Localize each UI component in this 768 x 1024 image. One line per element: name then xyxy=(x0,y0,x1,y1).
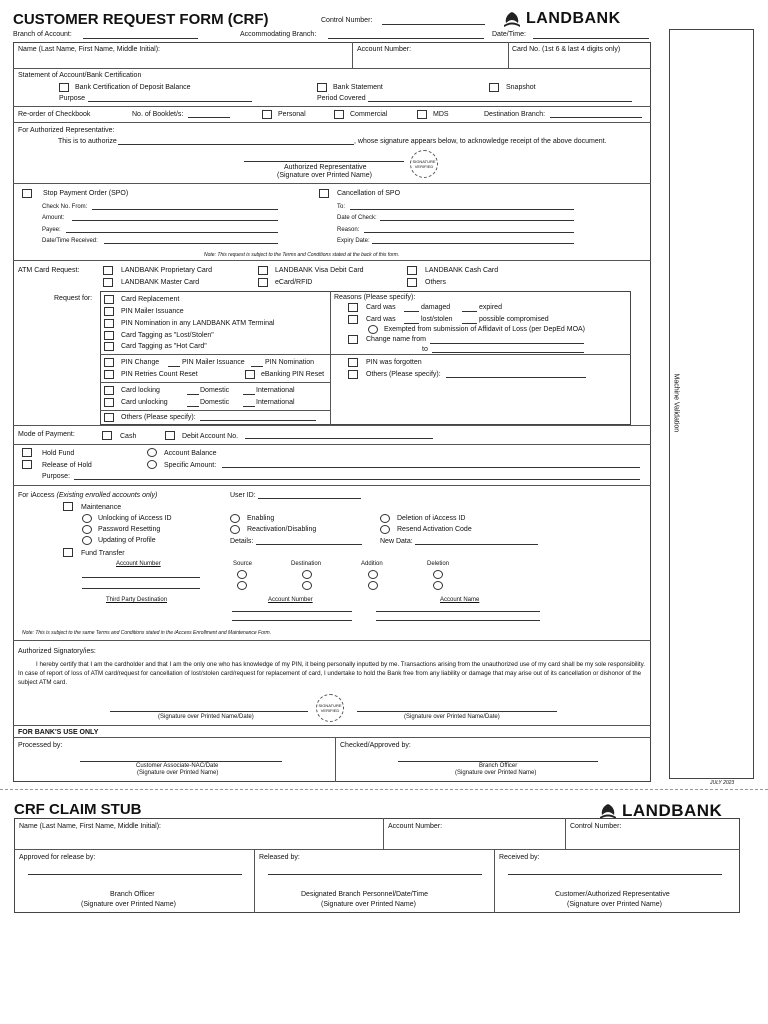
stub-bo-sig-caption: (Signature over Printed Name) xyxy=(81,901,176,908)
csa-sig-caption: (Signature over Printed Name) xyxy=(137,770,219,776)
date-time-label: Date/Time: xyxy=(492,31,526,38)
bo-sig-caption: (Signature over Printed Name) xyxy=(455,770,537,776)
payee-field[interactable] xyxy=(66,232,278,233)
booklets-label: No. of Booklet/s: xyxy=(132,111,184,118)
cert-deposit-checkbox[interactable] xyxy=(59,83,69,92)
stub-name-label: Name (Last Name, First Name, Middle Initial): xyxy=(19,823,161,830)
cancel-spo-checkbox[interactable] xyxy=(319,189,329,198)
divider xyxy=(13,640,651,641)
divider xyxy=(335,737,336,782)
spo-note: Note: This request is subject to the Terms and Conditions stated at the back of this form. xyxy=(204,252,400,258)
specific-amount-label: Specific Amount: xyxy=(164,462,217,469)
user-id-field[interactable] xyxy=(258,498,361,499)
locking-international-blank[interactable] xyxy=(243,394,255,395)
date-time-field[interactable] xyxy=(533,38,649,39)
visa-debit-checkbox[interactable] xyxy=(258,266,268,275)
ft-source-radio-2[interactable] xyxy=(237,581,247,590)
stub-account-number-label: Account Number: xyxy=(388,823,443,830)
change-name-checkbox[interactable] xyxy=(348,335,358,344)
pin-nomination-label: PIN Nomination in any LANDBANK ATM Terminal xyxy=(121,320,275,327)
spo-to-field[interactable] xyxy=(350,209,574,210)
stub-landbank-wordmark: LANDBANK xyxy=(622,801,723,820)
stub-title: CRF CLAIM STUB xyxy=(14,801,142,818)
pin-change-checkbox[interactable] xyxy=(104,358,114,367)
enabling-radio[interactable] xyxy=(230,514,240,523)
locking-domestic-label: Domestic xyxy=(200,387,230,394)
master-card-label: LANDBANK Master Card xyxy=(121,279,200,286)
branch-of-account-field[interactable] xyxy=(83,38,198,39)
change-name-label: Change name from xyxy=(366,336,426,343)
pin-nomination2-blank[interactable] xyxy=(251,366,263,367)
damaged-blank[interactable] xyxy=(404,311,419,312)
divider xyxy=(330,291,331,425)
ft-addition-header: Addition xyxy=(361,561,383,567)
ft-addition-radio-2[interactable] xyxy=(368,581,378,590)
snapshot-label: Snapshot xyxy=(506,84,536,91)
exempted-label: Exempted from submission of Affidavit of Loss (per DepEd MOA) xyxy=(384,326,586,333)
ft-destination-header: Destination xyxy=(291,561,322,567)
ft-source-radio-1[interactable] xyxy=(237,570,247,579)
resend-radio[interactable] xyxy=(380,525,390,534)
control-number-field[interactable] xyxy=(382,24,485,25)
compromised-blank[interactable] xyxy=(462,323,477,324)
deletion-label: Deletion of iAccess ID xyxy=(397,515,466,522)
pin-nomination-checkbox[interactable] xyxy=(104,319,114,328)
card-locking-label: Card locking xyxy=(121,387,160,394)
signatory-caption-1: (Signature over Printed Name/Date) xyxy=(158,714,254,720)
account-balance-label: Account Balance xyxy=(164,450,217,457)
amount-label: Amount: xyxy=(42,215,65,221)
pin-retries-label: PIN Retries Count Reset xyxy=(121,371,198,378)
card-was-damaged-checkbox[interactable] xyxy=(348,303,358,312)
divider xyxy=(352,42,353,68)
divider xyxy=(100,410,330,411)
expiry-label: Expiry Date: xyxy=(337,238,370,244)
fund-transfer-label: Fund Transfer xyxy=(81,550,125,557)
authorized-rep-heading: For Authorized Representative: xyxy=(18,127,115,134)
pin-forgotten-label: PIN was forgotten xyxy=(366,359,422,366)
purpose-field[interactable] xyxy=(88,101,252,102)
replacement-label: Card Replacement xyxy=(121,296,180,303)
divider xyxy=(13,425,651,426)
accommodating-branch-field[interactable] xyxy=(328,38,484,39)
csa-caption: Customer Associate-NAC/Date xyxy=(136,763,219,769)
request-others-field[interactable] xyxy=(200,420,316,421)
ecard-checkbox[interactable] xyxy=(258,278,268,287)
ft-source-header: Source xyxy=(233,561,253,567)
tag-hot-checkbox[interactable] xyxy=(104,342,114,351)
ft-deletion-radio-1[interactable] xyxy=(433,570,443,579)
change-name-to-field[interactable] xyxy=(432,352,584,353)
reason-others-field[interactable] xyxy=(446,377,586,378)
released-signature[interactable] xyxy=(268,874,482,875)
card-was-label-2: Card was xyxy=(366,316,396,323)
date-received-field[interactable] xyxy=(104,243,278,244)
tag-lost-label: Card Tagging as "Lost/Stolen" xyxy=(121,332,214,339)
card-no-label: Card No. (1st 6 & last 4 digits only) xyxy=(512,46,621,53)
spo-to-label: To: xyxy=(337,204,346,210)
stop-payment-checkbox[interactable] xyxy=(22,189,32,198)
pin-forgotten-checkbox[interactable] xyxy=(348,358,358,367)
personal-checkbox[interactable] xyxy=(262,110,272,119)
bank-use-heading: FOR BANK'S USE ONLY xyxy=(18,729,99,736)
period-covered-field[interactable] xyxy=(368,101,632,102)
ft-addition-radio-1[interactable] xyxy=(368,570,378,579)
damaged-label: damaged xyxy=(421,304,451,311)
tag-lost-checkbox[interactable] xyxy=(104,331,114,340)
stub-car-sig-caption: (Signature over Printed Name) xyxy=(567,901,662,908)
cash-label: Cash xyxy=(120,433,137,440)
landbank-leaf-icon xyxy=(502,11,522,28)
check-no-label: Check No. From: xyxy=(42,204,88,210)
reason-label: Reason: xyxy=(337,227,360,233)
tp-account-number-header: Account Number xyxy=(268,597,313,603)
cut-line xyxy=(0,789,768,790)
unlocking-domestic-blank[interactable] xyxy=(187,406,199,407)
unlocking-radio[interactable] xyxy=(82,514,92,523)
user-id-label: User ID: xyxy=(230,492,256,499)
hold-purpose-field[interactable] xyxy=(74,479,640,480)
check-no-field[interactable] xyxy=(92,209,278,210)
fund-transfer-checkbox[interactable] xyxy=(63,548,73,557)
request-for-label: Request for: xyxy=(54,295,93,302)
cert-deposit-label: Bank Certification of Deposit Balance xyxy=(75,84,191,91)
ebanking-label: eBanking PIN Reset xyxy=(261,371,325,378)
amount-field[interactable] xyxy=(72,220,278,221)
received-signature[interactable] xyxy=(508,874,722,875)
pin-mailer2-blank[interactable] xyxy=(168,366,180,367)
replacement-checkbox[interactable] xyxy=(104,295,114,304)
pin-change-label: PIN Change xyxy=(121,359,160,366)
stub-car-caption: Customer/Authorized Representative xyxy=(555,891,670,898)
commercial-checkbox[interactable] xyxy=(334,110,344,119)
ft-deletion-header: Deletion xyxy=(427,561,450,567)
third-party-header: Third Party Destination xyxy=(106,597,168,603)
tag-hot-label: Card Tagging as "Hot Card" xyxy=(121,343,207,350)
tp-account-field-2[interactable] xyxy=(232,620,352,621)
landbank-logo xyxy=(502,10,621,28)
reason-field[interactable] xyxy=(364,232,574,233)
locking-domestic-blank[interactable] xyxy=(187,394,199,395)
pin-mailer-label: PIN Mailer Issuance xyxy=(121,308,184,315)
hold-purpose-label: Purpose: xyxy=(42,473,71,480)
card-unlocking-label: Card unlocking xyxy=(121,399,168,406)
tp-name-field-2[interactable] xyxy=(376,620,540,621)
bo-caption: Branch Officer xyxy=(479,763,518,769)
card-was-label: Card was xyxy=(366,304,396,311)
hold-fund-checkbox[interactable] xyxy=(22,448,32,457)
divider xyxy=(383,818,384,849)
hold-fund-label: Hold Fund xyxy=(42,450,75,457)
divider xyxy=(100,354,631,355)
compromised-label: possible compromised xyxy=(479,316,549,323)
signatory-signature-field-1[interactable] xyxy=(110,711,308,712)
atm-others-checkbox[interactable] xyxy=(407,278,417,287)
cancel-spo-label: Cancellation of SPO xyxy=(337,190,401,197)
date-of-check-field[interactable] xyxy=(380,220,574,221)
new-data-label: New Data: xyxy=(380,538,413,545)
name-label: Name (Last Name, First Name, Middle Initial): xyxy=(18,46,160,53)
bank-statement-checkbox[interactable] xyxy=(317,83,327,92)
iaccess-heading-text: For iAccess xyxy=(18,492,55,499)
released-label: Released by: xyxy=(259,854,300,861)
mds-label: MDS xyxy=(433,111,449,118)
divider xyxy=(13,444,651,445)
approved-label: Approved for release by: xyxy=(19,854,96,861)
signature-verified-stamp-2: SIGNATURE VERIFIED xyxy=(316,694,344,722)
pin-retries-checkbox[interactable] xyxy=(104,370,114,379)
debit-checkbox[interactable] xyxy=(165,431,175,440)
cash-card-label: LANDBANK Cash Card xyxy=(425,267,499,274)
certification-text: I hereby certify that I am the cardholder and that I am the only one who has knowledge of my PIN, it being personally inputted by me. Transactions arising from the unauthorized use of my card shall be my sole responsibility. In case of report of loss of ATM card/request for cancellation of lost/stolen card/request for replacement of card, I undertake to hold the Bank free from any liability or damage that may arise out of its cancellation or dishonor of the subject ATM card. xyxy=(18,661,645,686)
signatory-caption-2: (Signature over Printed Name/Date) xyxy=(404,714,500,720)
branch-of-account-label: Branch of Account: xyxy=(13,31,72,38)
accommodating-branch-label: Accommodating Branch: xyxy=(240,31,317,38)
received-label: Received by: xyxy=(499,854,540,861)
checkbook-label: Re-order of Checkbook xyxy=(18,111,91,118)
request-others-label: Others (Please specify): xyxy=(121,414,196,421)
maintenance-checkbox[interactable] xyxy=(63,502,73,511)
divider xyxy=(13,725,651,726)
statement-heading: Statement of Account/Bank Certification xyxy=(18,72,142,79)
ecard-label: eCard/RFID xyxy=(275,279,313,286)
processed-by-label: Processed by: xyxy=(18,742,63,749)
ft-account-number-header: Account Number xyxy=(116,561,161,567)
period-covered-label: Period Covered xyxy=(317,95,366,102)
ft-destination-radio-2[interactable] xyxy=(302,581,312,590)
stub-dbp-sig-caption: (Signature over Printed Name) xyxy=(321,901,416,908)
account-balance-radio[interactable] xyxy=(147,448,157,457)
approved-signature[interactable] xyxy=(28,874,242,875)
divider xyxy=(13,260,651,261)
authorize-tail: , whose signature appears below, to acknowledge receipt of the above document. xyxy=(354,138,607,145)
stub-bo-caption: Branch Officer xyxy=(110,891,155,898)
personal-label: Personal xyxy=(278,111,306,118)
payee-label: Payee: xyxy=(42,227,61,233)
new-data-field[interactable] xyxy=(415,544,538,545)
divider xyxy=(100,382,330,383)
lost-stolen-label: lost/stolen xyxy=(421,316,453,323)
commercial-label: Commercial xyxy=(350,111,388,118)
control-number-label: Control Number: xyxy=(321,17,373,24)
divider xyxy=(254,849,255,913)
enabling-label: Enabling xyxy=(247,515,275,522)
release-hold-label: Release of Hold xyxy=(42,462,92,469)
details-label: Details: xyxy=(230,538,254,545)
details-field[interactable] xyxy=(256,544,362,545)
divider xyxy=(13,737,651,738)
ft-account-field-1[interactable] xyxy=(82,577,200,578)
divider xyxy=(14,849,740,850)
divider xyxy=(13,183,651,184)
card-unlocking-checkbox[interactable] xyxy=(104,398,114,407)
deletion-radio[interactable] xyxy=(380,514,390,523)
expiry-field[interactable] xyxy=(372,243,574,244)
form-title: CUSTOMER REQUEST FORM (CRF) xyxy=(13,11,269,28)
machine-validation-label: Machine Validation xyxy=(672,373,680,433)
machine-validation-box xyxy=(669,29,754,779)
maintenance-label: Maintenance xyxy=(81,504,122,511)
snapshot-checkbox[interactable] xyxy=(489,83,499,92)
bank-statement-label: Bank Statement xyxy=(333,84,383,91)
ft-account-field-2[interactable] xyxy=(82,588,200,589)
atm-heading: ATM Card Request: xyxy=(18,267,80,274)
divider xyxy=(13,485,651,486)
pin-nomination2-label: PIN Nomination xyxy=(265,359,315,366)
reasons-heading: Reasons (Please specify): xyxy=(334,294,416,301)
pin-mailer2-label: PIN Mailer Issuance xyxy=(182,359,245,366)
ft-destination-radio-1[interactable] xyxy=(302,570,312,579)
cash-checkbox[interactable] xyxy=(102,431,112,440)
proprietary-label: LANDBANK Proprietary Card xyxy=(121,267,213,274)
stub-control-number-label: Control Number: xyxy=(570,823,622,830)
divider xyxy=(13,68,651,69)
date-received-label: Date/Time Received: xyxy=(42,238,98,244)
specific-amount-field[interactable] xyxy=(222,467,640,468)
ft-deletion-radio-2[interactable] xyxy=(433,581,443,590)
auth-rep-caption: Authorized Representative xyxy=(284,164,367,171)
visa-debit-label: LANDBANK Visa Debit Card xyxy=(275,267,364,274)
master-card-checkbox[interactable] xyxy=(103,278,113,287)
divider xyxy=(494,849,495,913)
reason-others-label: Others (Please specify): xyxy=(366,371,441,378)
booklets-field[interactable] xyxy=(188,117,230,118)
landbank-leaf-icon xyxy=(598,803,618,820)
reactivation-radio[interactable] xyxy=(230,525,240,534)
auth-rep-signature-field[interactable] xyxy=(244,161,404,162)
tp-account-name-header: Account Name xyxy=(440,597,480,603)
specific-amount-radio[interactable] xyxy=(147,460,157,469)
date-of-check-label: Date of Check: xyxy=(337,215,377,221)
purpose-label: Purpose xyxy=(59,95,86,102)
landbank-wordmark: LANDBANK xyxy=(526,10,621,27)
updating-radio[interactable] xyxy=(82,536,92,545)
iaccess-note: Note: This is subject to the same Terms and Conditions stated in the iAccess Enrollment and Maintenance Form. xyxy=(22,630,272,636)
divider xyxy=(565,818,566,849)
authorize-text: This is to authorize xyxy=(58,138,117,145)
proprietary-checkbox[interactable] xyxy=(103,266,113,275)
reason-others-checkbox[interactable] xyxy=(348,370,358,379)
iaccess-heading-note: (Existing enrolled accounts only) xyxy=(56,492,158,499)
card-locking-checkbox[interactable] xyxy=(104,386,114,395)
request-others-checkbox[interactable] xyxy=(104,413,114,422)
updating-label: Updating of Profile xyxy=(98,537,156,544)
signatory-signature-field-2[interactable] xyxy=(357,711,557,712)
ebanking-checkbox[interactable] xyxy=(245,370,255,379)
revision-date: JULY 2023 xyxy=(710,780,735,786)
destination-branch-label: Destination Branch: xyxy=(484,111,546,118)
unlocking-international-label: International xyxy=(256,399,295,406)
authorized-name-field[interactable] xyxy=(118,144,354,145)
pin-mailer-checkbox[interactable] xyxy=(104,307,114,316)
divider xyxy=(13,106,651,107)
mds-checkbox[interactable] xyxy=(417,110,427,119)
card-was-lost-checkbox[interactable] xyxy=(348,315,358,324)
change-name-from-field[interactable] xyxy=(430,343,584,344)
checked-by-label: Checked/Approved by: xyxy=(340,742,411,749)
password-reset-radio[interactable] xyxy=(82,525,92,534)
expired-label: expired xyxy=(479,304,502,311)
resend-label: Resend Activation Code xyxy=(397,526,472,533)
iaccess-heading xyxy=(18,491,157,500)
unlocking-domestic-label: Domestic xyxy=(200,399,230,406)
locking-international-label: International xyxy=(256,387,295,394)
auth-rep-sig-caption: (Signature over Printed Name) xyxy=(277,172,372,179)
expired-blank[interactable] xyxy=(462,311,477,312)
release-hold-checkbox[interactable] xyxy=(22,460,32,469)
cash-card-checkbox[interactable] xyxy=(407,266,417,275)
stop-payment-label: Stop Payment Order (SPO) xyxy=(43,190,129,197)
payment-heading: Mode of Payment: xyxy=(18,431,75,438)
divider xyxy=(13,122,651,123)
unlocking-international-blank[interactable] xyxy=(243,406,255,407)
stub-dbp-caption: Designated Branch Personnel/Date/Time xyxy=(301,891,428,898)
debit-label: Debit Account No. xyxy=(182,433,239,440)
atm-others-label: Others xyxy=(425,279,447,286)
unlocking-label: Unlocking of iAccess ID xyxy=(98,515,172,522)
password-reset-label: Password Resetting xyxy=(98,526,161,533)
exempted-radio[interactable] xyxy=(368,325,378,334)
change-name-to-label: to xyxy=(422,346,428,353)
debit-account-field[interactable] xyxy=(245,438,433,439)
account-number-label: Account Number: xyxy=(357,46,412,53)
signatory-heading: Authorized Signatory/ies: xyxy=(18,648,96,655)
reactivation-label: Reactivation/Disabling xyxy=(247,526,317,533)
tp-account-field-1[interactable] xyxy=(232,611,352,612)
lost-blank[interactable] xyxy=(404,323,419,324)
tp-name-field-1[interactable] xyxy=(376,611,540,612)
destination-branch-field[interactable] xyxy=(550,117,642,118)
signature-verified-stamp: SIGNATURE VERIFIED xyxy=(410,150,438,178)
divider xyxy=(508,42,509,68)
